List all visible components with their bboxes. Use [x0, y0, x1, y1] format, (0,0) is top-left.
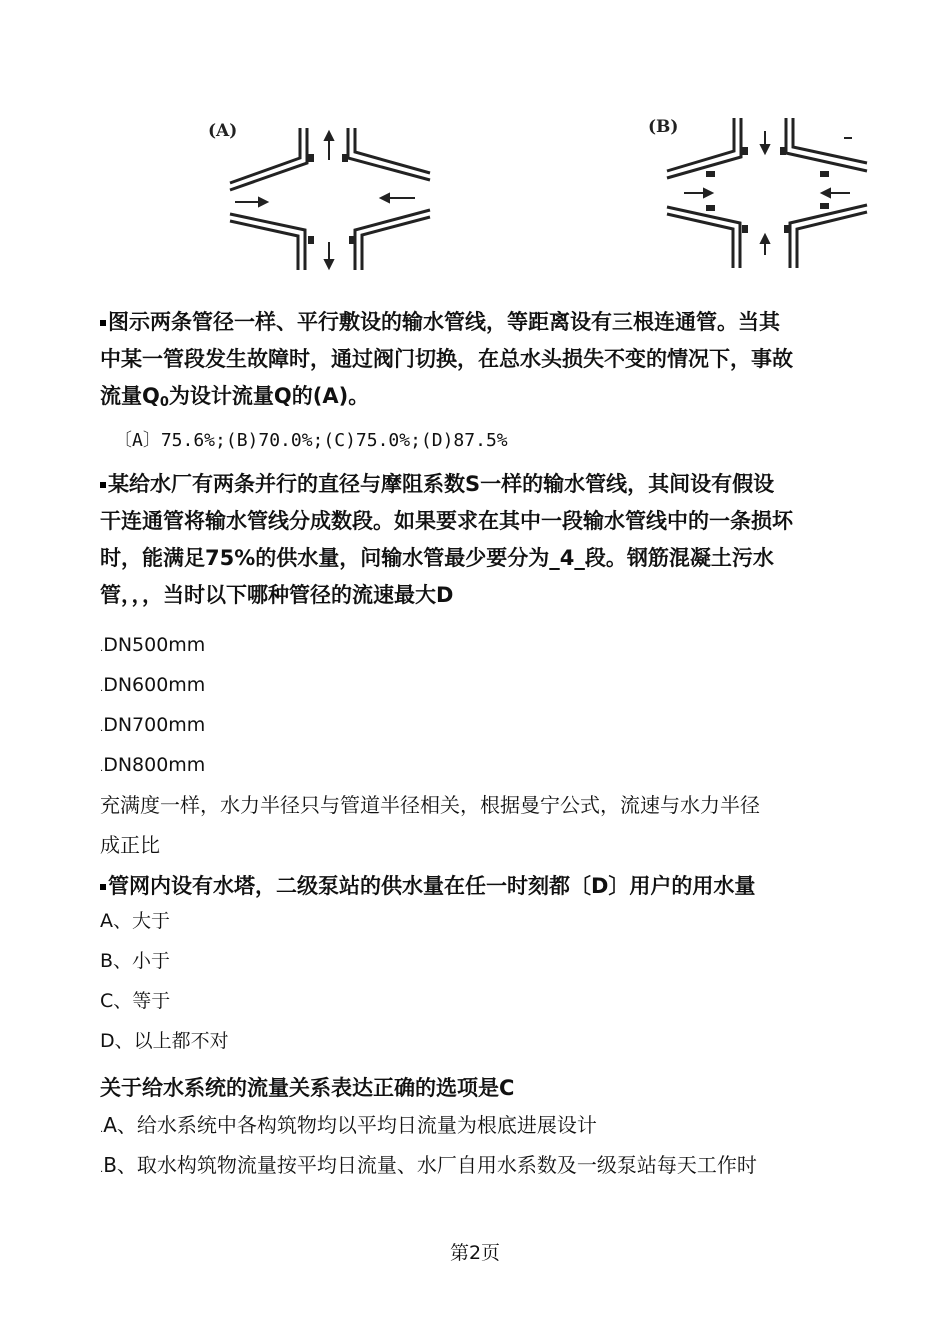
valve-icon	[780, 147, 786, 155]
question-3-option-d: D、以上都不对	[100, 1030, 229, 1052]
arrow-head-icon	[259, 198, 267, 206]
figure-a-label: (A)	[208, 121, 238, 141]
pipe-wall	[355, 128, 430, 173]
valve-icon	[784, 225, 790, 233]
question-2-line-4: 管，，，当时以下哪种管径的流速最大D	[100, 583, 454, 607]
pipe-diagram-b	[662, 113, 872, 273]
question-1-line-2: 中某一管段发生故障时，通过阀门切换，在总水头损失不变的情况下，事故	[100, 347, 793, 371]
valve-icon	[342, 154, 348, 162]
question-2	[100, 466, 860, 614]
valve-icon	[820, 171, 829, 177]
option-dn800: .DN800mm	[100, 754, 206, 776]
pipe-diagram-a	[225, 118, 440, 278]
arrow-head-icon	[325, 260, 333, 268]
question-1-line-1: 图示两条管径一样、平行敷设的输水管线，等距离设有三根连通管。当其	[100, 304, 860, 341]
valve-icon	[742, 147, 748, 155]
explanation-line-1: 充满度一样，水力半径只与管道半径相关，根据曼宁公式，流速与水力半径	[100, 793, 760, 817]
page-number: 第2页	[449, 1242, 501, 1264]
question-4-title: 关于给水系统的流量关系表达正确的选项是C	[100, 1076, 515, 1100]
valve-icon	[349, 236, 355, 244]
valve-icon	[308, 154, 314, 162]
pipe-wall	[667, 214, 733, 268]
arrow-head-icon	[761, 235, 769, 243]
option-dn500: .DN500mm	[100, 634, 206, 656]
valve-icon	[742, 225, 748, 233]
question-3	[100, 868, 860, 1067]
question-4-option-b: .B、取水构筑物流量按平均日流量、水厂自用水系数及一级泵站每天工作时	[100, 1153, 757, 1177]
arrow-head-icon	[381, 194, 389, 202]
mark-icon	[844, 137, 852, 139]
question-2-line-1: 某给水厂有两条并行的直径与摩阻系数S一样的输水管线，其间设有假设	[100, 466, 860, 503]
bullet-square-icon	[100, 884, 106, 890]
question-1	[100, 304, 860, 455]
question-4-option-a: .A、给水系统中各构筑物均以平均日流量为根底进展设计	[100, 1113, 597, 1137]
question-3-option-b: B、小于	[100, 950, 171, 972]
question-2-options	[100, 631, 860, 871]
bullet-square-icon	[100, 482, 106, 488]
arrow-head-icon	[761, 145, 769, 153]
valve-icon	[706, 171, 715, 177]
question-2-line-3: 时，能满足75%的供水量，问输水管最少要分为_4_段。钢筋混凝土污水	[100, 546, 774, 570]
valve-icon	[308, 236, 314, 244]
question-3-option-a: A、大于	[100, 910, 170, 932]
question-1-line-3: 流量$Q_0$为设计流量Q的(A)。	[100, 384, 370, 410]
question-3-title: 管网内设有水塔，二级泵站的供水量在任一时刻都〔D〕用户的用水量	[100, 868, 860, 905]
question-3-option-c: C、等于	[100, 990, 171, 1012]
question-4	[100, 1070, 860, 1191]
question-2-line-2: 干连通管将输水管线分成数段。如果要求在其中一段输水管线中的一条损坏	[100, 509, 793, 533]
option-dn700: .DN700mm	[100, 714, 206, 736]
arrow-head-icon	[822, 189, 830, 197]
pipe-wall	[230, 221, 298, 270]
pipe-wall	[230, 128, 300, 183]
option-dn600: .DN600mm	[100, 674, 206, 696]
arrow-head-icon	[325, 132, 333, 140]
valve-icon	[820, 203, 829, 209]
valve-icon	[706, 205, 715, 211]
question-1-options: 〔A〕75.6%;(B)70.0%;(C)75.0%;(D)87.5%	[114, 430, 508, 451]
figure-b-label: (B)	[648, 117, 679, 137]
bullet-square-icon	[100, 320, 106, 326]
arrow-head-icon	[704, 189, 712, 197]
pipe-wall	[786, 118, 867, 171]
explanation-line-2: 成正比	[100, 833, 160, 857]
